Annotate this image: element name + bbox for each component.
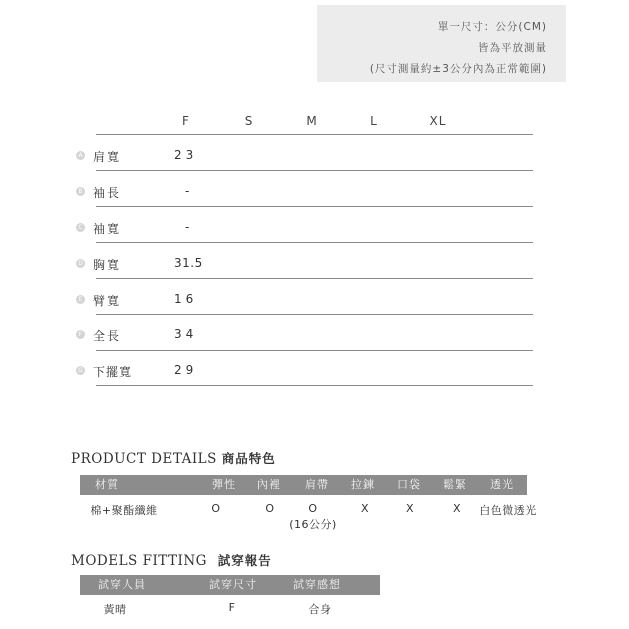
note-tolerance: (尺寸測量約±3公分內為正常範圍)	[369, 63, 547, 75]
header-fit-feedback: 試穿感想	[293, 578, 341, 591]
row-divider	[96, 242, 533, 243]
measurement-note	[317, 5, 566, 82]
value-strap: O	[308, 502, 318, 515]
row-value-sleeve-width: -	[185, 220, 194, 234]
product-details-title	[71, 449, 276, 467]
size-table-divider	[96, 134, 533, 135]
value-elasticity: O	[211, 502, 221, 515]
value-material: 棉+聚酯纖維	[90, 504, 158, 517]
size-header-l: L	[370, 114, 378, 128]
models-fitting-title	[71, 551, 272, 569]
row-label-length: 全長	[93, 329, 122, 343]
row-value-sleeve-length: -	[185, 184, 194, 198]
row-divider	[96, 385, 533, 386]
header-elasticity: 彈性	[212, 478, 236, 491]
row-marker-a: A	[76, 151, 85, 160]
row-label-chest: 胸寬	[93, 258, 122, 272]
row-value-arm: 16	[174, 292, 198, 306]
row-label-arm: 臂寬	[93, 294, 122, 308]
value-pocket: X	[405, 502, 415, 515]
header-pocket: 口袋	[397, 478, 421, 491]
header-material: 材質	[95, 478, 119, 491]
size-header-f: F	[182, 114, 190, 128]
product-details-title-en: PRODUCT DETAILS	[71, 451, 217, 467]
value-fit-size: F	[228, 601, 236, 614]
size-header-m: M	[306, 114, 318, 128]
models-fitting-title-en: MODELS FITTING	[71, 553, 207, 569]
header-model: 試穿人員	[98, 578, 146, 591]
row-marker-d: D	[76, 259, 85, 268]
row-divider	[96, 314, 533, 315]
row-value-shoulder: 23	[174, 148, 198, 162]
row-value-hem: 29	[174, 363, 198, 377]
row-divider	[96, 170, 533, 171]
product-details-title-zh: 商品特色	[221, 451, 276, 466]
value-zipper: X	[360, 502, 370, 515]
value-transparency: 白色微透光	[479, 504, 537, 517]
row-label-shoulder: 肩寬	[93, 150, 122, 164]
value-fit-feedback: 合身	[308, 603, 332, 616]
row-label-sleeve-length: 袖長	[93, 186, 122, 200]
row-value-chest: 31.5	[174, 256, 203, 270]
header-fit-size: 試穿尺寸	[209, 578, 257, 591]
row-divider	[96, 278, 533, 279]
size-header-xl: XL	[429, 114, 447, 128]
row-divider	[96, 206, 533, 207]
row-value-length: 34	[174, 327, 198, 341]
header-zipper: 拉鍊	[351, 478, 375, 491]
row-label-sleeve-width: 袖寬	[93, 222, 122, 236]
models-fitting-header	[80, 575, 380, 595]
header-lining: 內裡	[257, 478, 281, 491]
value-waistband: X	[452, 502, 462, 515]
size-header-s: S	[244, 114, 254, 128]
value-lining: O	[265, 502, 275, 515]
header-strap: 肩帶	[305, 478, 329, 491]
row-marker-f: F	[76, 330, 85, 339]
row-marker-g: G	[76, 366, 85, 375]
note-method: 皆為平放測量	[478, 42, 547, 54]
note-unit: 單一尺寸：公分(CM)	[437, 21, 547, 33]
row-marker-b: B	[76, 187, 85, 196]
product-details-header	[80, 475, 527, 495]
header-transparency: 透光	[490, 478, 514, 491]
row-label-hem: 下擺寬	[93, 365, 133, 379]
row-marker-e: E	[76, 295, 85, 304]
header-waistband: 鬆緊	[443, 478, 467, 491]
row-marker-c: C	[76, 223, 85, 232]
models-fitting-title-zh: 試穿報告	[217, 553, 272, 568]
row-divider	[96, 350, 533, 351]
value-model: 黃晴	[103, 603, 127, 616]
value-strap-note: (16公分)	[289, 518, 337, 531]
